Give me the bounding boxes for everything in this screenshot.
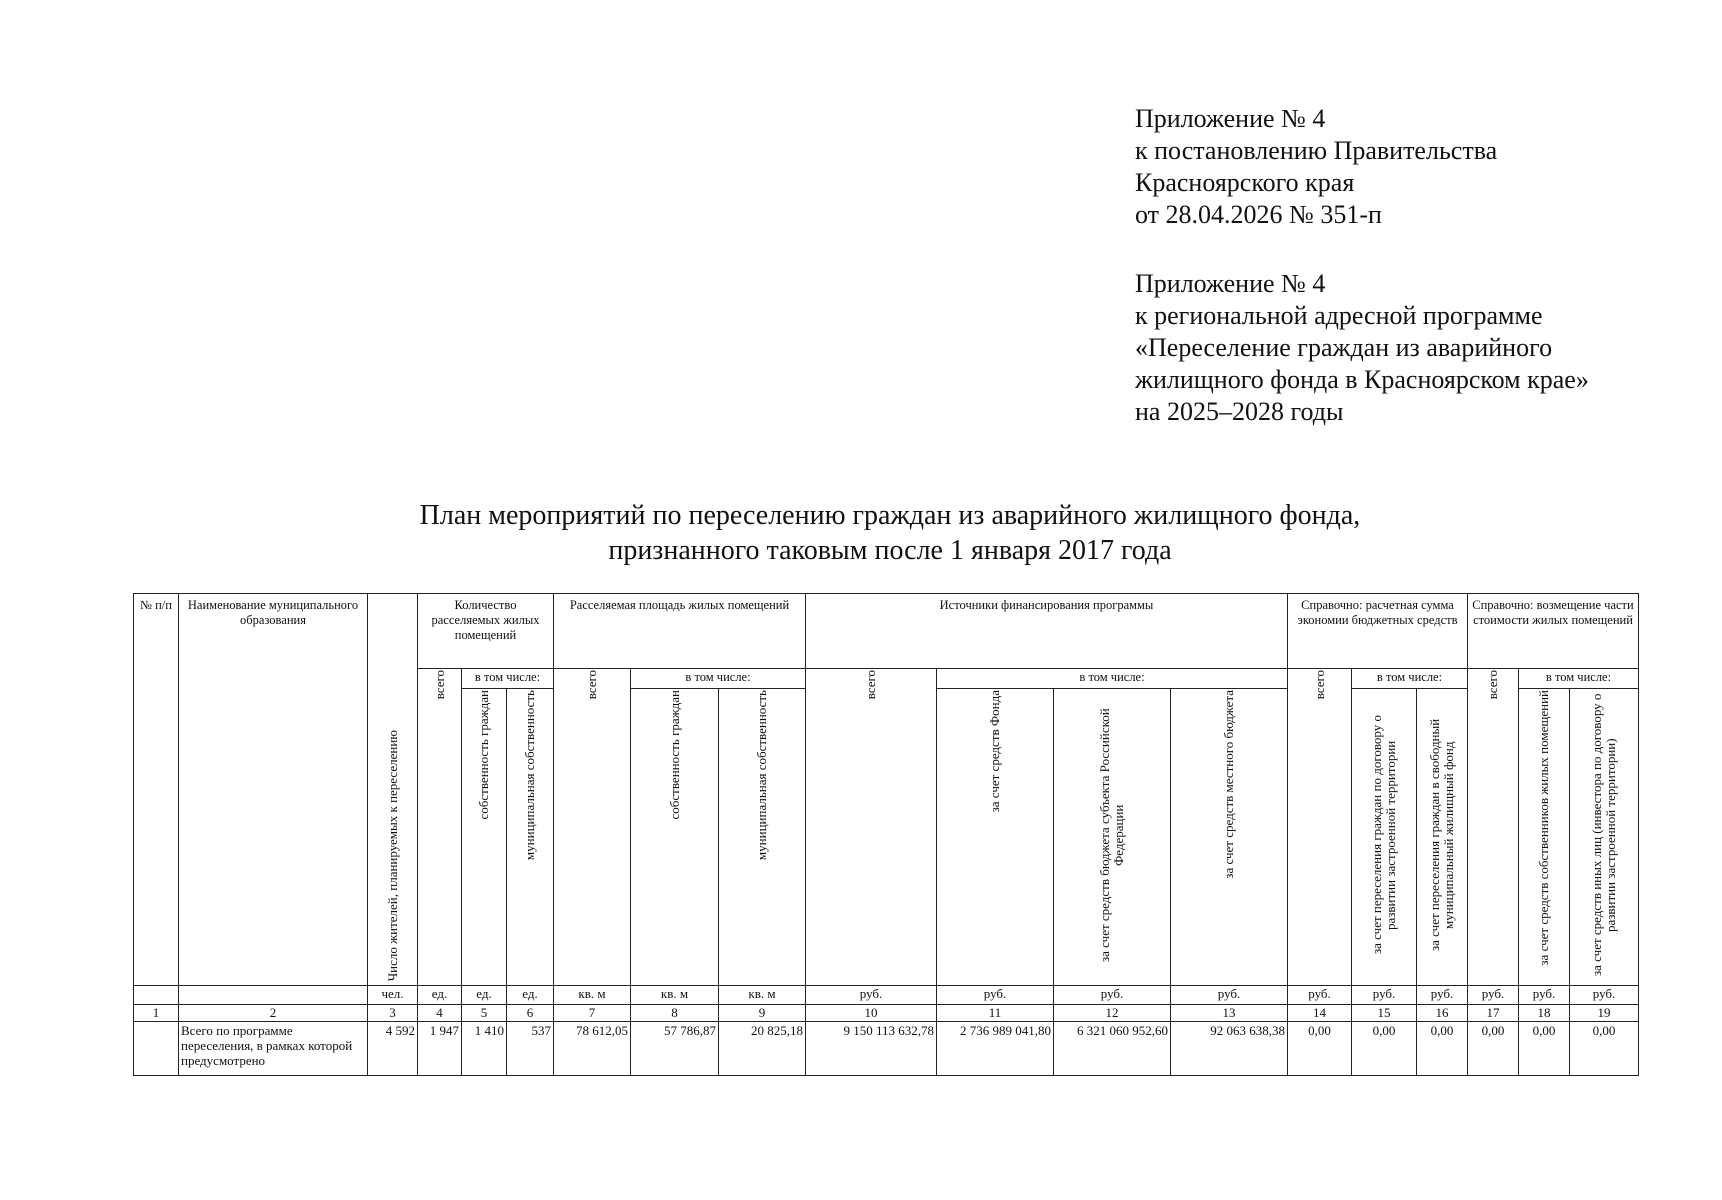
column-number: 2 xyxy=(179,1005,368,1022)
header-finance-total xyxy=(806,669,937,986)
header-savings-total xyxy=(1288,669,1352,986)
header-refund-group: Справочно: возмещение части стоимости жилых помещений xyxy=(1468,594,1639,669)
column-number: 4 xyxy=(418,1005,462,1022)
unit-cell: кв. м xyxy=(631,986,719,1005)
appendix-block-resolution xyxy=(1135,103,1497,231)
row-value: 0,00 xyxy=(1352,1022,1417,1076)
title-line-1: План мероприятий по переселению граждан из аварийного жилищного фонда, xyxy=(419,500,1361,531)
appendix-line: Красноярского края xyxy=(1135,168,1355,197)
header-finance-group: Источники финансирования программы xyxy=(806,594,1288,669)
row-value: 6 321 060 952,60 xyxy=(1054,1022,1171,1076)
header-num: № п/п xyxy=(134,594,179,986)
unit-cell: кв. м xyxy=(554,986,631,1005)
header-refund-owners-text: за счет средств собственников жилых помещений xyxy=(1536,690,1551,966)
unit-cell: руб. xyxy=(806,986,937,1005)
header-row-groups xyxy=(134,594,1639,669)
column-number: 18 xyxy=(1519,1005,1570,1022)
header-refund-owners xyxy=(1519,689,1570,986)
appendix-line: Приложение № 4 xyxy=(1135,269,1326,298)
column-number: 16 xyxy=(1417,1005,1468,1022)
column-number: 3 xyxy=(368,1005,418,1022)
row-value: 57 786,87 xyxy=(631,1022,719,1076)
row-value: 92 063 638,38 xyxy=(1171,1022,1288,1076)
column-number: 13 xyxy=(1171,1005,1288,1022)
header-finance-fund xyxy=(937,689,1054,986)
unit-cell: ед. xyxy=(462,986,507,1005)
header-residents xyxy=(368,594,418,986)
row-name: Всего по программе переселения, в рамках которой предусмотрено xyxy=(179,1022,368,1076)
unit-cell-empty xyxy=(179,986,368,1005)
header-area-municipal xyxy=(719,689,806,986)
unit-cell: руб. xyxy=(1288,986,1352,1005)
header-refund-total xyxy=(1468,669,1519,986)
row-value: 78 612,05 xyxy=(554,1022,631,1076)
unit-cell: ед. xyxy=(507,986,554,1005)
header-finance-subject-budget-text: за счет средств бюджета субъекта Российской Федерации xyxy=(1097,708,1126,962)
column-number: 5 xyxy=(462,1005,507,1022)
unit-cell: руб. xyxy=(1468,986,1519,1005)
column-number: 10 xyxy=(806,1005,937,1022)
appendix-line: от 28.04.2026 № 351-п xyxy=(1135,200,1382,229)
column-number: 19 xyxy=(1570,1005,1639,1022)
row-value: 0,00 xyxy=(1288,1022,1352,1076)
header-rooms-group: Количество расселяемых жилых помещений xyxy=(418,594,554,669)
header-finance-local-budget-text: за счет средств местного бюджета xyxy=(1221,690,1236,879)
header-area-group: Расселяемая площадь жилых помещений xyxy=(554,594,806,669)
column-number: 15 xyxy=(1352,1005,1417,1022)
unit-cell: руб. xyxy=(1352,986,1417,1005)
header-finance-total-text: всего xyxy=(863,670,878,700)
unit-cell: руб. xyxy=(1570,986,1639,1005)
header-area-total-text: всего xyxy=(584,670,599,700)
header-finance-subject-budget xyxy=(1054,689,1171,986)
header-area-citizens xyxy=(631,689,719,986)
appendix-line: жилищного фонда в Красноярском крае» xyxy=(1135,365,1589,394)
header-municipality-name: Наименование муниципального образования xyxy=(179,594,368,986)
unit-cell: руб. xyxy=(1054,986,1171,1005)
appendix-line: к постановлению Правительства xyxy=(1135,136,1498,165)
row-value: 1 410 xyxy=(462,1022,507,1076)
unit-cell: руб. xyxy=(937,986,1054,1005)
header-finance-local-budget xyxy=(1171,689,1288,986)
header-rooms-including: в том числе: xyxy=(462,669,554,689)
header-rooms-citizens xyxy=(462,689,507,986)
header-residents-text: Число жителей, планируемых к переселению xyxy=(384,729,400,981)
header-savings-free-fund-text: за счет переселения граждан в свободный муниципальный жилищный фонд xyxy=(1427,718,1456,952)
appendix-line: на 2025–2028 годы xyxy=(1135,397,1344,426)
header-area-citizens-text: собственность граждан xyxy=(666,690,682,820)
row-value: 537 xyxy=(507,1022,554,1076)
header-refund-other-persons xyxy=(1570,689,1639,986)
unit-cell-empty xyxy=(134,986,179,1005)
document-title xyxy=(0,498,1722,568)
column-number: 9 xyxy=(719,1005,806,1022)
title-line-2: признанного таковым после 1 января 2017 года xyxy=(608,535,1172,566)
unit-cell: кв. м xyxy=(719,986,806,1005)
column-number: 17 xyxy=(1468,1005,1519,1022)
header-savings-including: в том числе: xyxy=(1352,669,1468,689)
row-value: 2 736 989 041,80 xyxy=(937,1022,1054,1076)
row-value: 0,00 xyxy=(1417,1022,1468,1076)
row-value: 0,00 xyxy=(1570,1022,1639,1076)
appendix-line: «Переселение граждан из аварийного xyxy=(1135,333,1553,362)
column-number: 11 xyxy=(937,1005,1054,1022)
header-refund-including: в том числе: xyxy=(1519,669,1639,689)
header-savings-dev-agreement-text: за счет переселения граждан по договору о развитии застроенной территории xyxy=(1369,715,1398,955)
header-finance-fund-text: за счет средств Фонда xyxy=(987,690,1002,813)
header-rooms-municipal-text: муниципальная собственность xyxy=(522,690,537,861)
column-number: 1 xyxy=(134,1005,179,1022)
column-number: 14 xyxy=(1288,1005,1352,1022)
row-value: 0,00 xyxy=(1519,1022,1570,1076)
units-row xyxy=(134,986,1639,1005)
column-number: 8 xyxy=(631,1005,719,1022)
header-savings-group: Справочно: расчетная сумма экономии бюджетных средств xyxy=(1288,594,1468,669)
row-value: 0,00 xyxy=(1468,1022,1519,1076)
appendix-line: к региональной адресной программе xyxy=(1135,301,1543,330)
header-refund-total-text: всего xyxy=(1485,670,1500,700)
column-numbers-row xyxy=(134,1005,1639,1022)
row-number xyxy=(134,1022,179,1076)
column-number: 7 xyxy=(554,1005,631,1022)
column-number: 6 xyxy=(507,1005,554,1022)
header-rooms-municipal xyxy=(507,689,554,986)
appendix-line: Приложение № 4 xyxy=(1135,104,1326,133)
header-area-municipal-text: муниципальная собственность xyxy=(754,690,769,861)
unit-cell: руб. xyxy=(1171,986,1288,1005)
unit-cell: ед. xyxy=(418,986,462,1005)
row-value: 4 592 xyxy=(368,1022,418,1076)
row-value: 20 825,18 xyxy=(719,1022,806,1076)
header-area-total xyxy=(554,669,631,986)
row-value: 1 947 xyxy=(418,1022,462,1076)
resettlement-plan-table xyxy=(133,593,1639,1076)
unit-cell: чел. xyxy=(368,986,418,1005)
header-savings-total-text: всего xyxy=(1311,670,1327,700)
unit-cell: руб. xyxy=(1417,986,1468,1005)
header-savings-free-fund xyxy=(1417,689,1468,986)
header-area-including: в том числе: xyxy=(631,669,806,689)
row-value: 9 150 113 632,78 xyxy=(806,1022,937,1076)
column-number: 12 xyxy=(1054,1005,1171,1022)
header-savings-dev-agreement xyxy=(1352,689,1417,986)
table-row xyxy=(134,1022,1639,1076)
header-rooms-total xyxy=(418,669,462,986)
unit-cell: руб. xyxy=(1519,986,1570,1005)
header-refund-other-persons-text: за счет средств иных лиц (инвестора по договору о развитии застроенной территории) xyxy=(1589,693,1618,977)
appendix-block-program xyxy=(1135,268,1589,428)
header-rooms-total-text: всего xyxy=(431,670,447,700)
header-finance-including: в том числе: xyxy=(937,669,1288,689)
header-rooms-citizens-text: собственность граждан xyxy=(476,690,491,820)
